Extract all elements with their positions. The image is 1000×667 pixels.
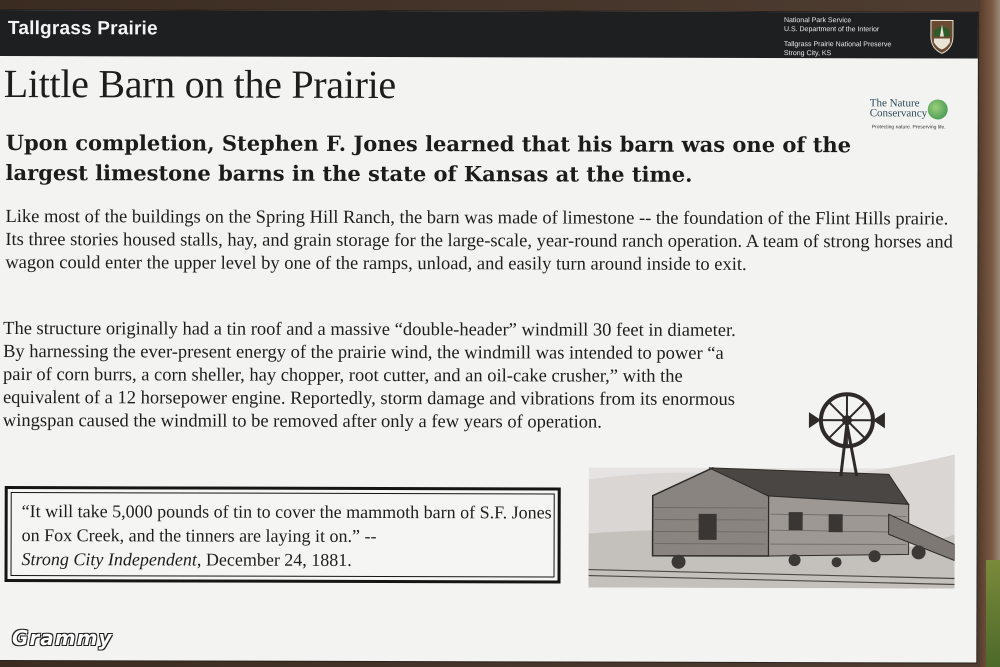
nature-conservancy-logo — [864, 98, 960, 134]
grass-background — [986, 560, 1000, 667]
quote-source: Strong City Independent — [21, 549, 197, 570]
nature-conservancy-globe-icon — [928, 99, 948, 119]
partner-name — [870, 98, 927, 118]
site-name: Tallgrass Prairie — [7, 18, 158, 40]
sign-title: Little Barn on the Prairie — [3, 61, 396, 108]
sign-subtitle: Upon completion, Stephen F. Jones learned that his barn was one of the largest limestone barns in the state of Kansas at the time. — [5, 130, 852, 187]
park-line-2: Strong City, KS — [783, 49, 832, 57]
barn-illustration — [588, 384, 955, 589]
quote-box — [5, 486, 561, 583]
sign-header-bar — [0, 10, 978, 59]
agency-line-1: National Park Service — [783, 17, 852, 25]
paragraph-1: Like most of the buildings on the Spring Hill Ranch, the barn was made of limestone -- the foundation of the Flint Hills prairie. Its three stories housed stalls, hay, and grain storage for the large-scale, year-round ranch operation. A team of strong horses and wagon could enter the upper level by one of the ramps, unload, and easily turn around inside to exit. — [5, 207, 953, 275]
partner-name-line-2: Conservancy — [869, 107, 928, 120]
watermark-text: Grammy — [12, 626, 113, 650]
nps-arrowhead-icon — [928, 18, 956, 54]
interpretive-sign — [0, 10, 978, 663]
partner-name-line-1: The Nature — [869, 97, 920, 110]
agency-line-2: U.S. Department of the Interior — [783, 25, 880, 33]
paragraph-2: The structure originally had a tin roof and a massive “double-header” windmill 30 feet in diameter. By harnessing the ever-present energy of the prairie wind, the windmill was intended to power “a pair of corn burrs, a corn sheller, hay chopper, root cutter, and an oil-cake crusher,” with the equivalent of a 12 horsepower engine. Reportedly, storm damage and vibrations from its enormous wingspan caused the windmill to be removed after only a few years of operation. — [2, 319, 736, 433]
quote-text: “It will take 5,000 pounds of tin to cover the mammoth barn of S.F. Jones on Fox Creek, and the tinners are laying it on.” -- — [21, 501, 552, 546]
partner-tagline: Protecting nature. Preserving life. — [871, 124, 946, 131]
quote-date: , December 24, 1881. — [196, 549, 352, 570]
park-line-1: Tallgrass Prairie National Preserve — [783, 41, 892, 49]
agency-block — [784, 17, 934, 58]
quote — [22, 499, 552, 572]
